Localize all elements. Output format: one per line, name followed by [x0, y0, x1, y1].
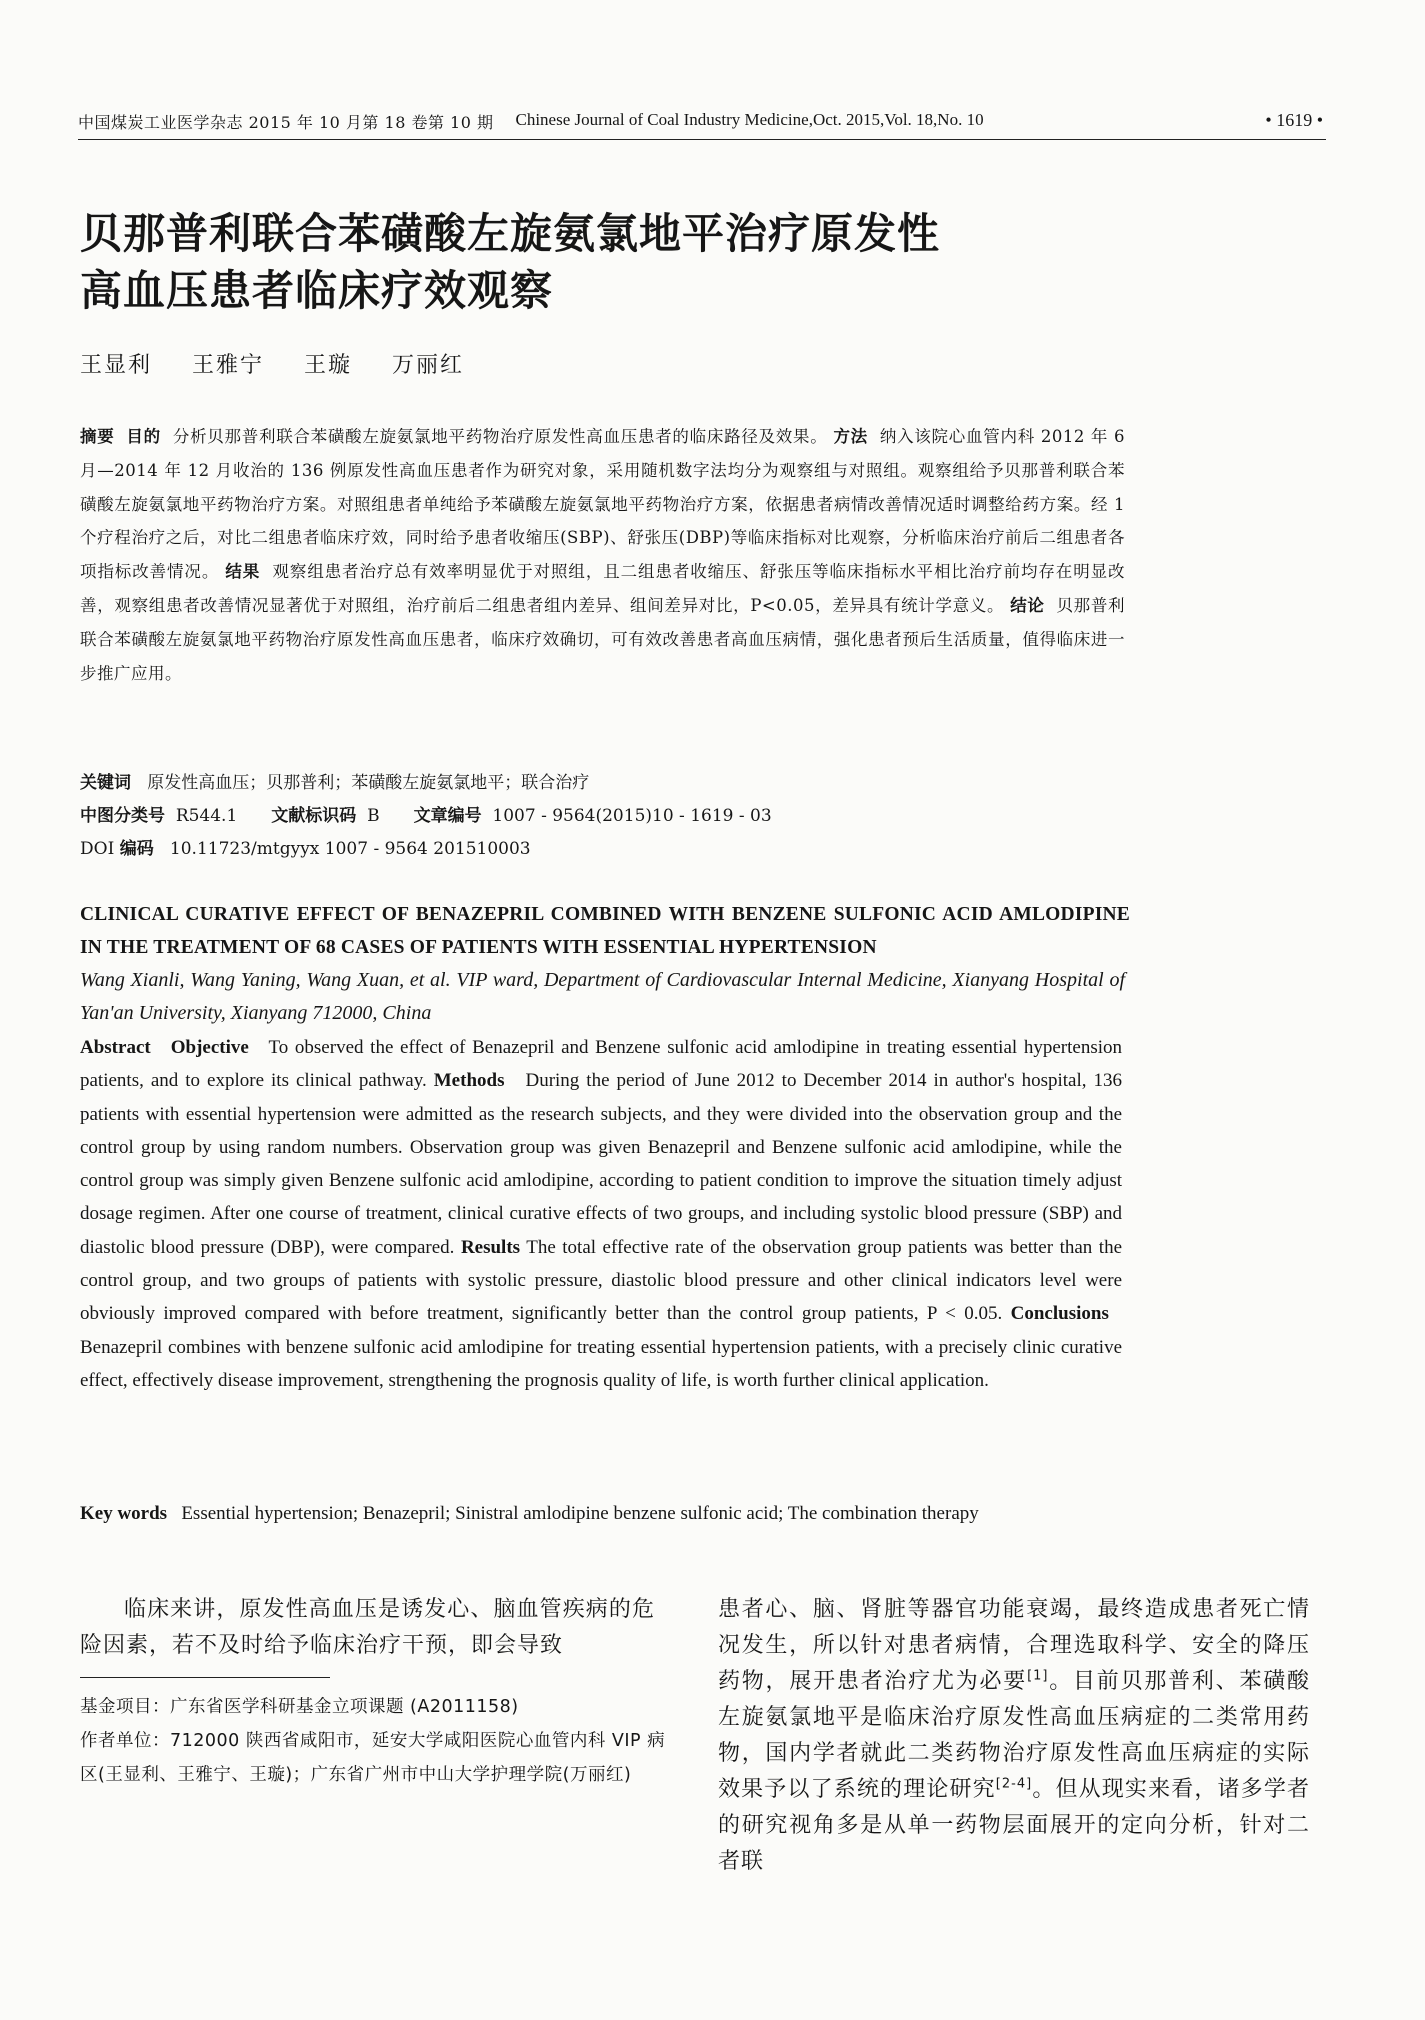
methods-en-text: During the period of June 2012 to December 2014 in author's hospital, 136 patients with essential hypertension were admitted as the research subjects, and they were divided into the observation group and the control group by using random numbers. Observation group was given Benazepril and Benzene sulfonic acid amlodipine, while the control group was simply given Benzene sulfonic acid amlodipine, according to patient condition to improve the situation timely adjust dosage regimen. After one course of treatment, clinical curative effects of two groups, and including systolic blood pressure (SBP) and diastolic blood pressure (DBP), were compared. [80, 1070, 1123, 1258]
article-number-value: 1007 - 9564(2015)10 - 1619 - 03 [492, 806, 772, 826]
title-line-1: 贝那普利联合苯磺酸左旋氨氯地平治疗原发性 [80, 209, 941, 258]
abstract-cn [80, 420, 1125, 690]
document-code-label: 文献标识码 [271, 806, 357, 826]
results-en-label: Results [460, 1236, 521, 1258]
objective-text: 分析贝那普利联合苯磺酸左旋氨氯地平药物治疗原发性高血压患者的临床路径及效果。 [172, 427, 828, 446]
body-text: 。但从现实来看，诸多学者的研究视角多是从单一药物层面展开的定向分析，针对二者联 [718, 1777, 1310, 1874]
author-name: 王雅宁 [192, 353, 265, 378]
footnotes [80, 1690, 680, 1792]
abstract-en-label: Abstract [80, 1037, 151, 1058]
author-name: 王显利 [80, 353, 153, 378]
methods-label: 方法 [833, 427, 868, 446]
keywords-label: 关键词 [80, 773, 131, 793]
keywords-en [80, 1497, 1122, 1530]
body-paragraph: 临床来讲，原发性高血压是诱发心、脑血管疾病的危险因素，若不及时给予临床治疗干预，即会导致 [80, 1597, 655, 1658]
results-label: 结果 [225, 562, 261, 582]
author-affiliation-en: Wang Xianli, Wang Yaning, Wang Xuan, et al. VIP ward, Department of Cardiovascular Internal Medicine, Xianyang Hospital of Yan'an University, Xianyang 712000, China [80, 969, 1125, 1024]
conclusion-text: 贝那普利联合苯磺酸左旋氨氯地平药物治疗原发性高血压患者，临床疗效确切，可有效改善患者高血压病情，强化患者预后生活质量，值得临床进一步推广应用。 [80, 595, 1126, 683]
keywords-en-value: Essential hypertension; Benazepril; Sinistral amlodipine benzene sulfonic acid; The combination therapy [181, 1503, 979, 1524]
keywords-value: 原发性高血压；贝那普利；苯磺酸左旋氨氯地平；联合治疗 [147, 773, 590, 793]
author-name: 王璇 [304, 353, 353, 378]
objective-en-label: Objective [170, 1037, 249, 1058]
objective-label: 目的 [126, 427, 161, 446]
journal-name-cn: 中国煤炭工业医学杂志 2015 年 10 月第 18 卷第 10 期 [78, 113, 494, 132]
methods-en-label: Methods [433, 1070, 505, 1092]
objective-en-text: To observed the effect of Benazepril and Benzene sulfonic acid amlodipine in treating essential hypertension patients, and to explore its clinical pathway. [80, 1037, 1122, 1092]
footnote-rule [80, 1677, 330, 1678]
funding-note: 基金项目：广东省医学科研基金立项课题 (A2011158) [80, 1697, 519, 1717]
clc-value: R544.1 [175, 806, 238, 826]
author-list-cn [80, 348, 464, 379]
abstract-en [80, 1031, 1122, 1397]
doi-label-prefix: DOI [80, 839, 115, 859]
doi-label-cn: 编码 [119, 839, 154, 859]
body-column-right [718, 1592, 1310, 1880]
page-number: • 1619 • [1265, 110, 1323, 130]
document-code-value: B [367, 806, 380, 826]
article-title-cn [80, 205, 1080, 319]
article-number-label: 文章编号 [413, 806, 482, 826]
conclusions-en-text: Benazepril combines with benzene sulfonic acid amlodipine for treating essential hypertension patients, with a precisely clinic curative effect, effectively disease improvement, strengthening the prognosis quality of life, is worth further clinical application. [80, 1336, 1122, 1391]
article-title-en: CLINICAL CURATIVE EFFECT OF BENAZEPRIL COMBINED WITH BENZENE SULFONIC ACID AMLODIPINE IN THE TREATMENT OF 68 CASES OF PATIENTS WITH ESSENTIAL HYPERTENSION [80, 904, 1130, 958]
body-text: 。目前贝那普利、苯磺酸左旋氨氯地平是临床治疗原发性高血压病症的二类常用药物，国内学者就此二类药物治疗原发性高血压病症的实际效果予以了系统的理论研究 [718, 1669, 1310, 1802]
methods-text: 纳入该院心血管内科 2012 年 6 月—2014 年 12 月收治的 136 例原发性高血压患者作为研究对象，采用随机数字法均分为观察组与对照组。观察组给予贝那普利联合苯磺酸左旋氨氯地平药物治疗方案。对照组患者单纯给予苯磺酸左旋氨氯地平药物治疗方案，依据患者病情改善情况适时调整给药方案。经 1 个疗程治疗之后，对比二组患者临床疗效，同时给予患者收缩压(SBP)、舒张压(DBP)等临床指标对比观察，分析临床治疗前后二组患者各项指标改善情况。 [80, 427, 1126, 582]
clc-label: 中图分类号 [80, 806, 165, 826]
conclusions-en-label: Conclusions [1010, 1303, 1109, 1325]
abstract-label: 摘要 [80, 427, 115, 446]
author-name: 万丽红 [392, 353, 465, 378]
journal-name-en: Chinese Journal of Coal Industry Medicine,Oct. 2015,Vol. 18,No. 10 [515, 110, 984, 129]
conclusion-label: 结论 [1010, 595, 1045, 615]
header-rule [78, 139, 1326, 140]
classification-line [80, 801, 772, 826]
doi-line [80, 834, 531, 859]
body-paragraph-continued [718, 1592, 1310, 1880]
keywords-en-label: Key words [80, 1503, 168, 1524]
title-line-2: 高血压患者临床疗效观察 [80, 266, 554, 315]
body-text: 患者心、脑、肾脏等器官功能衰竭，最终造成患者死亡情况发生，所以针对患者病情，合理选取科学、安全的降压药物，展开患者治疗尤为必要 [718, 1597, 1310, 1694]
results-en-text: The total effective rate of the observation group patients was better than the control group, and two groups of patients with systolic pressure, diastolic blood pressure and other clinical indicators level were obviously improved compared with before treatment, significantly better than the control group patients, P < 0.05. [80, 1236, 1122, 1325]
citation-ref[interactable]: [2-4] [995, 1776, 1033, 1792]
keywords-cn [80, 768, 589, 793]
doi-value: 10.11723/mtgyyx 1007 - 9564 201510003 [169, 839, 531, 859]
results-text: 观察组患者治疗总有效率明显优于对照组，且二组患者收缩压、舒张压等临床指标水平相比治疗前均存在明显改善，观察组患者改善情况显著优于对照组，治疗前后二组患者组内差异、组间差异对比，P<0.05，差异具有统计学意义。 [80, 562, 1126, 615]
citation-ref[interactable]: [1] [1027, 1668, 1049, 1684]
running-header [78, 110, 1323, 133]
affiliation-note: 作者单位：712000 陕西省咸阳市，延安大学咸阳医院心血管内科 VIP 病区(王显利、王雅宁、王璇)；广东省广州市中山大学护理学院(万丽红) [80, 1731, 666, 1785]
body-column-left [80, 1592, 655, 1664]
